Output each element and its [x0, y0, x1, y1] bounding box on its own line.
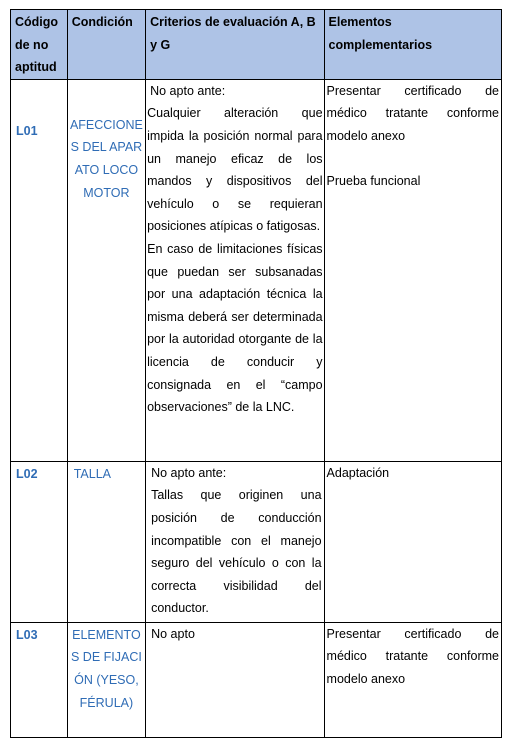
criteria-heading: No apto ante: — [150, 83, 226, 98]
table-row — [11, 461, 502, 622]
row-code: L02 — [11, 461, 68, 622]
row-criteria — [146, 622, 324, 737]
element-item: Adaptación — [326, 465, 390, 480]
element-item: Presentar certificado de médico tratante conforme modelo anexo — [326, 626, 499, 686]
row-condition: ELEMENTOS DE FIJACIÓN (YESO, FÉRULA) — [67, 622, 145, 737]
row-criteria — [146, 79, 324, 461]
row-elements — [324, 461, 501, 622]
criteria-heading: No apto — [151, 626, 195, 641]
element-item: Prueba funcional — [326, 174, 421, 189]
criteria-paragraph: Tallas que originen una posición de conducción incompatible con el manejo seguro del vehículo o con la correcta visibilidad del conductor. — [151, 488, 322, 616]
row-code: L03 — [11, 622, 68, 737]
row-elements — [324, 79, 501, 461]
row-condition: TALLA — [67, 461, 145, 622]
row-condition: AFECCIONES DEL APARATO LOCOMOTOR — [67, 79, 145, 461]
row-code: L01 — [11, 79, 68, 461]
criteria-heading: No apto ante: — [151, 465, 227, 480]
header-criteria: Criterios de evaluación A, B y G — [146, 10, 324, 80]
table-row — [11, 79, 502, 461]
header-code: Código de no aptitud — [11, 10, 68, 80]
row-elements — [324, 622, 501, 737]
evaluation-criteria-table — [10, 9, 502, 738]
element-item: Presentar certificado de médico tratante conforme modelo anexo — [326, 83, 499, 143]
header-condition: Condición — [67, 10, 145, 80]
header-elements: Elementos complementarios — [324, 10, 501, 80]
table-header-row — [11, 10, 502, 80]
table-row — [11, 622, 502, 737]
criteria-paragraph: Cualquier alteración que impida la posición normal para un manejo eficaz de los mandos y dispositivos del vehículo o se requieran posiciones atípicas o fatigosas. — [147, 106, 323, 234]
criteria-paragraph: En caso de limitaciones físicas que puedan ser subsanadas por una adaptación técnica la misma deberá ser determinada por la autoridad otorgante de la licencia de conducir y consignada en el “campo observaciones” de la LNC. — [147, 241, 323, 415]
element-spacer — [327, 148, 499, 171]
row-criteria — [146, 461, 324, 622]
